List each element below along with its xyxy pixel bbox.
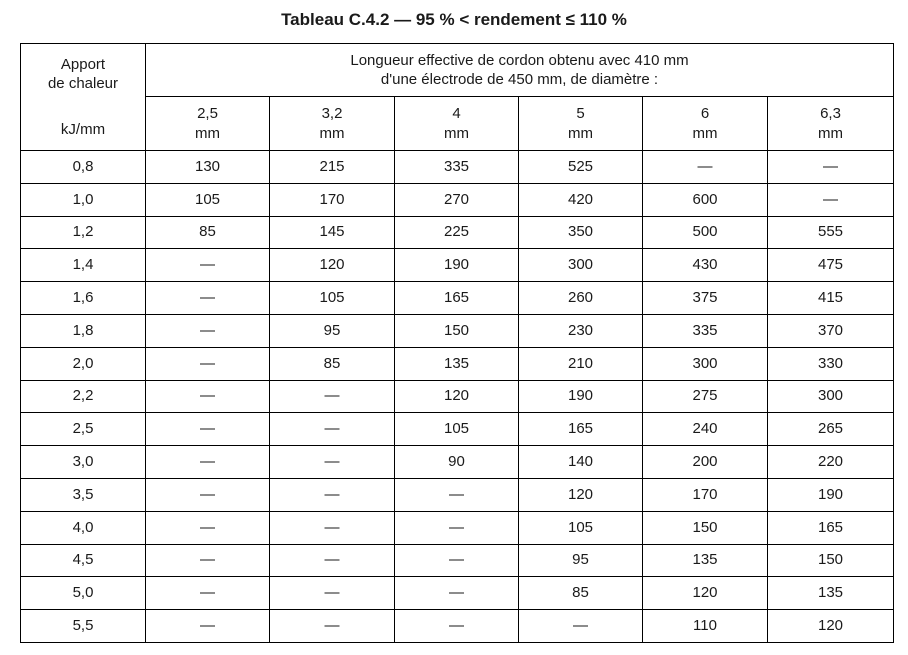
table-cell: 330 [768, 347, 894, 380]
table-cell: 140 [519, 446, 643, 479]
row-header-line1: Apport [60, 56, 106, 73]
row-header-unit: kJ/mm [60, 121, 106, 138]
table-row [21, 478, 894, 511]
row-label-heat-input: 5,5 [21, 610, 146, 643]
row-label-heat-input: 3,5 [21, 478, 146, 511]
table-cell: 110 [643, 610, 768, 643]
table-cell: — [395, 478, 519, 511]
table-cell: 335 [395, 151, 519, 184]
column-header-unit: mm [568, 124, 593, 142]
group-header-cell [146, 44, 894, 97]
table-row [21, 544, 894, 577]
table-body [21, 151, 894, 643]
table-cell: 335 [643, 314, 768, 347]
table-cell: — [146, 380, 270, 413]
row-label-heat-input: 1,8 [21, 314, 146, 347]
row-label-heat-input: 1,0 [21, 183, 146, 216]
table-row [21, 511, 894, 544]
table-cell: 120 [768, 610, 894, 643]
table-cell: 85 [270, 347, 395, 380]
table-cell: 275 [643, 380, 768, 413]
table-row [21, 282, 894, 315]
data-table [20, 43, 894, 643]
table-cell: — [270, 413, 395, 446]
table-cell: 95 [270, 314, 395, 347]
table-cell: 170 [270, 183, 395, 216]
row-label-heat-input: 2,5 [21, 413, 146, 446]
group-header-line1: Longueur effective de cordon obtenu avec 410 mm [350, 52, 689, 69]
table-cell: — [768, 151, 894, 184]
table-header [21, 44, 894, 151]
table-cell: — [146, 446, 270, 479]
table-cell: 300 [768, 380, 894, 413]
table-cell: 525 [519, 151, 643, 184]
table-cell: — [146, 282, 270, 315]
table-cell: 120 [270, 249, 395, 282]
row-label-heat-input: 4,0 [21, 511, 146, 544]
table-cell: — [395, 577, 519, 610]
table-cell: 90 [395, 446, 519, 479]
table-cell: — [643, 151, 768, 184]
table-cell: 265 [768, 413, 894, 446]
table-cell: — [270, 446, 395, 479]
table-cell: 120 [519, 478, 643, 511]
table-cell: 350 [519, 216, 643, 249]
table-cell: — [146, 610, 270, 643]
row-label-heat-input: 0,8 [21, 151, 146, 184]
table-cell: 475 [768, 249, 894, 282]
table-cell: 85 [146, 216, 270, 249]
table-row [21, 314, 894, 347]
table-cell: 85 [519, 577, 643, 610]
table-cell: 260 [519, 282, 643, 315]
table-cell: — [395, 511, 519, 544]
table-row [21, 446, 894, 479]
row-label-heat-input: 5,0 [21, 577, 146, 610]
row-label-heat-input: 4,5 [21, 544, 146, 577]
column-header-value: 3,2 [321, 104, 343, 122]
row-label-heat-input: 2,0 [21, 347, 146, 380]
column-header-unit: mm [692, 124, 718, 142]
table-cell: 240 [643, 413, 768, 446]
table-cell: — [270, 577, 395, 610]
column-header-unit: mm [195, 124, 220, 142]
row-label-heat-input: 1,4 [21, 249, 146, 282]
column-header-unit: mm [818, 124, 843, 142]
column-header-diameter [768, 97, 894, 151]
table-cell: 210 [519, 347, 643, 380]
table-cell: 165 [395, 282, 519, 315]
table-cell: 370 [768, 314, 894, 347]
table-cell: 135 [395, 347, 519, 380]
column-header-value: 4 [452, 104, 461, 122]
column-header-diameter [519, 97, 643, 151]
row-header-cell [21, 44, 146, 151]
table-row [21, 610, 894, 643]
table-cell: 600 [643, 183, 768, 216]
table-cell: 300 [519, 249, 643, 282]
table-row [21, 577, 894, 610]
column-header-value: 5 [576, 104, 585, 122]
table-cell: 230 [519, 314, 643, 347]
table-row [21, 249, 894, 282]
row-label-heat-input: 1,2 [21, 216, 146, 249]
table-cell: — [146, 413, 270, 446]
table-cell: 165 [768, 511, 894, 544]
table-cell: — [270, 380, 395, 413]
table-cell: 120 [643, 577, 768, 610]
table-cell: 220 [768, 446, 894, 479]
table-cell: 135 [768, 577, 894, 610]
table-cell: 420 [519, 183, 643, 216]
table-cell: 500 [643, 216, 768, 249]
column-header-unit: mm [319, 124, 345, 142]
table-cell: — [146, 314, 270, 347]
table-row [21, 151, 894, 184]
table-cell: — [768, 183, 894, 216]
table-cell: 555 [768, 216, 894, 249]
table-cell: — [270, 544, 395, 577]
table-cell: — [146, 347, 270, 380]
table-cell: 105 [270, 282, 395, 315]
table-cell: — [270, 511, 395, 544]
table-title: Tableau C.4.2 — 95 % < rendement ≤ 110 % [281, 10, 627, 29]
row-label-heat-input: 2,2 [21, 380, 146, 413]
table-row [21, 216, 894, 249]
table-cell: 95 [519, 544, 643, 577]
table-cell: 375 [643, 282, 768, 315]
column-header-unit: mm [444, 124, 469, 142]
table-cell: — [146, 511, 270, 544]
header-row-diameters [21, 97, 894, 151]
table-cell: 130 [146, 151, 270, 184]
table-cell: 215 [270, 151, 395, 184]
table-row [21, 347, 894, 380]
table-cell: 150 [395, 314, 519, 347]
table-cell: 430 [643, 249, 768, 282]
table-cell: — [146, 577, 270, 610]
table-cell: — [146, 249, 270, 282]
column-header-diameter [270, 97, 395, 151]
table-cell: 200 [643, 446, 768, 479]
column-header-diameter [146, 97, 270, 151]
table-cell: 105 [519, 511, 643, 544]
row-label-heat-input: 3,0 [21, 446, 146, 479]
header-row-group [21, 44, 894, 97]
table-cell: 150 [643, 511, 768, 544]
column-header-diameter [395, 97, 519, 151]
table-row [21, 183, 894, 216]
table-cell: — [395, 544, 519, 577]
table-cell: — [519, 610, 643, 643]
table-cell: 225 [395, 216, 519, 249]
group-header-line2: d'une électrode de 450 mm, de diamètre : [380, 71, 659, 88]
table-cell: 190 [519, 380, 643, 413]
table-cell: 120 [395, 380, 519, 413]
table-row [21, 380, 894, 413]
table-cell: 300 [643, 347, 768, 380]
table-cell: — [146, 478, 270, 511]
row-label-heat-input: 1,6 [21, 282, 146, 315]
table-cell: 165 [519, 413, 643, 446]
table-cell: — [395, 610, 519, 643]
table-cell: — [270, 478, 395, 511]
table-cell: 135 [643, 544, 768, 577]
table-cell: 170 [643, 478, 768, 511]
table-cell: 190 [768, 478, 894, 511]
table-cell: 270 [395, 183, 519, 216]
table-cell: 105 [395, 413, 519, 446]
table-cell: 105 [146, 183, 270, 216]
table-cell: — [270, 610, 395, 643]
column-header-value: 2,5 [197, 104, 218, 122]
table-cell: — [146, 544, 270, 577]
table-row [21, 413, 894, 446]
table-cell: 190 [395, 249, 519, 282]
column-header-diameter [643, 97, 768, 151]
column-header-value: 6,3 [820, 104, 841, 122]
table-cell: 150 [768, 544, 894, 577]
column-header-value: 6 [700, 104, 710, 122]
table-cell: 145 [270, 216, 395, 249]
table-cell: 415 [768, 282, 894, 315]
row-header-line2: de chaleur [47, 75, 119, 92]
